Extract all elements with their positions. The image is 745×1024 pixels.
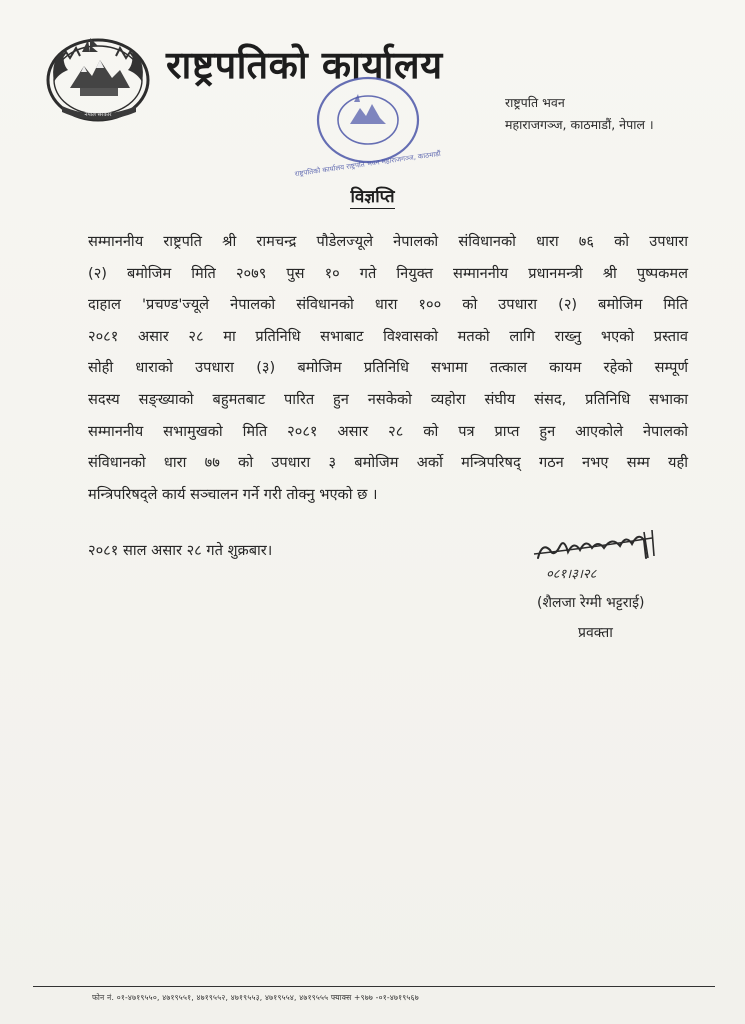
address-line-1: राष्ट्रपति भवन xyxy=(505,95,565,110)
notice-body-line: २०८१ असार २८ मा प्रतिनिधि सभाबाट विश्वासको मतको लागि राख्नु भएको प्रस्ताव xyxy=(88,327,688,345)
notice-body-line: दाहाल 'प्रचण्ड'ज्यूले नेपालको संविधानको धारा १०० को उपधारा (२) बमोजिम मिति xyxy=(88,296,688,314)
notice-heading xyxy=(0,184,745,207)
notice-heading-text: विज्ञप्ति xyxy=(350,187,395,207)
notice-body-line: मन्त्रिपरिषद्ले कार्य सञ्चालन गर्ने गरी तोक्नु भएको छ । xyxy=(88,485,378,503)
notice-body xyxy=(88,226,688,510)
footer-contacts: फोन नं. ०१-४७१९५५०, ४७१९५५१, ४७१९५५२, ४७१९५५३, ४७१९५५४, ४७१९५५५ फ्याक्स +९७७ -०१-४७१९५६७ xyxy=(92,993,419,1002)
notice-body-line: सदस्य सङ्ख्याको बहुमतबाट पारित हुन नसकेको व्यहोरा संघीय संसद, प्रतिनिधि सभाका xyxy=(88,390,688,408)
office-address xyxy=(505,92,654,136)
notice-body-line: सम्माननीय राष्ट्रपति श्री रामचन्द्र पौडेलज्यूले नेपालको संविधानको धारा ७६ को उपधारा xyxy=(88,233,688,250)
handwritten-signature-icon xyxy=(528,528,678,586)
notice-body-line: (२) बमोजिम मिति २०७९ पुस १० गते नियुक्त सम्माननीय प्रधानमन्त्री श्री पुष्पकमल xyxy=(88,264,688,282)
address-line-2: महाराजगञ्ज, काठमाडौं, नेपाल । xyxy=(505,117,654,132)
office-title: राष्ट्रपतिको कार्यालय xyxy=(166,43,443,87)
notice-body-line: संविधानको धारा ७७ को उपधारा ३ बमोजिम अर्को मन्त्रिपरिषद् गठन नभए सम्म यही xyxy=(88,454,688,472)
signatory-title: प्रवक्ता xyxy=(578,625,613,641)
nepal-government-emblem-icon xyxy=(40,30,158,126)
footer-divider xyxy=(33,986,715,987)
stamp-text: राष्ट्रपतिको कार्यालय राष्ट्रपति भवन महाराजगञ्ज, काठमाडौं xyxy=(294,149,442,179)
notice-body-line: सोही धाराको उपधारा (३) बमोजिम प्रतिनिधि सभामा तत्काल कायम रहेको सम्पूर्ण xyxy=(88,359,688,377)
signature-date: ०८१।३।२८ xyxy=(546,567,597,582)
notice-date: २०८१ साल असार २८ गते शुक्रबार। xyxy=(88,542,273,559)
signatory-name: (शैलजा रेग्मी भट्टराई) xyxy=(537,595,645,611)
emblem-caption: नेपाल सरकार xyxy=(84,112,112,118)
notice-body-line: सम्माननीय सभामुखको मिति २०८१ असार २८ को पत्र प्राप्त हुन आएकोले नेपालको xyxy=(88,422,688,440)
office-round-stamp-icon xyxy=(294,72,442,179)
